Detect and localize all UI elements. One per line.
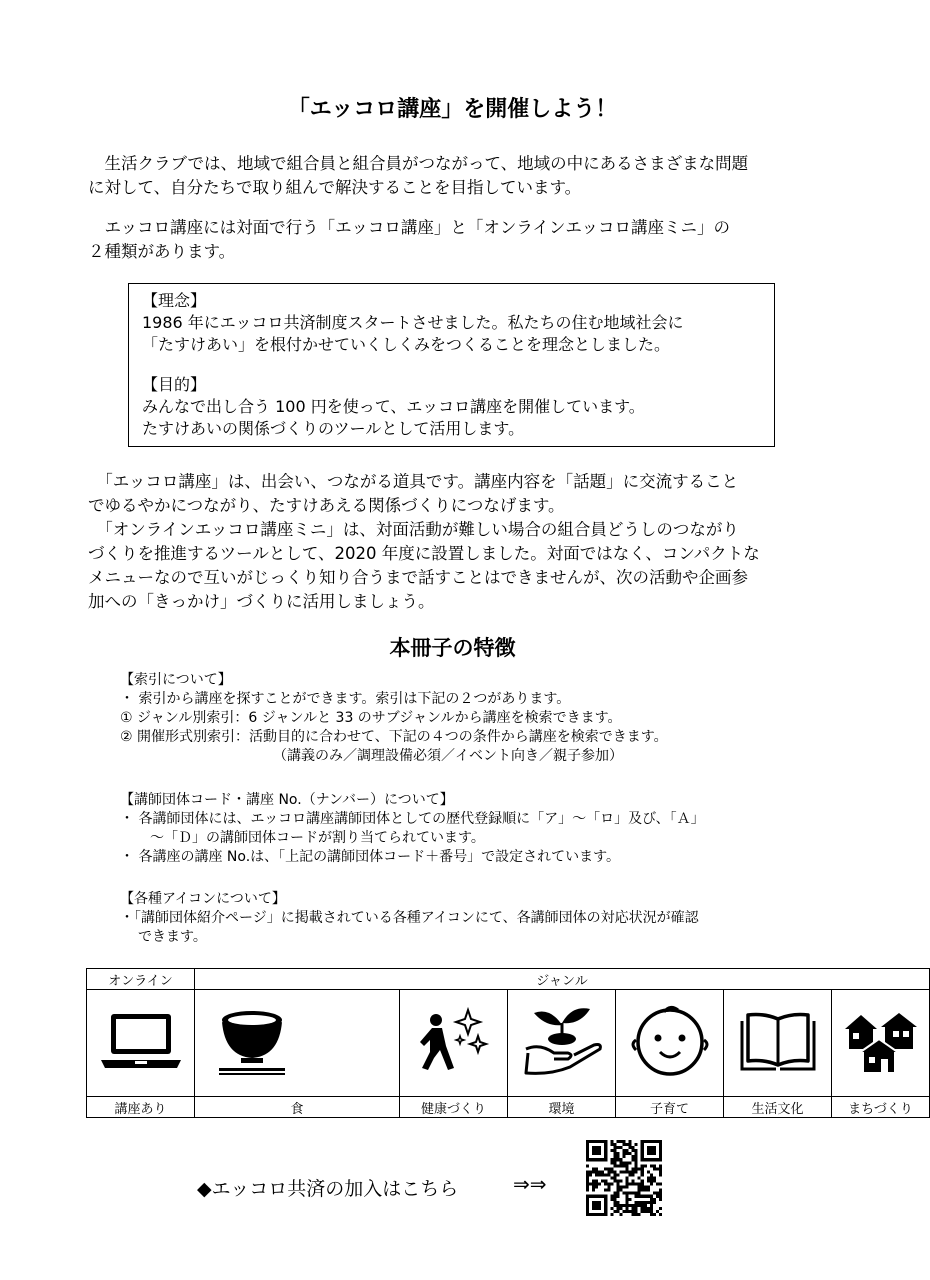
qr-code-icon[interactable] <box>586 1140 662 1216</box>
icon-label-online: 講座あり <box>87 1097 195 1118</box>
text-line: 加への「きっかけ」づくりに活用しましょう。 <box>88 592 435 611</box>
arrows: ⇒⇒ <box>513 1172 547 1196</box>
text-line: 生活クラブでは、地域で組合員と組合員がつながって、地域の中にあるさまざまな問題 <box>88 154 749 173</box>
join-text: ◆エッコロ共済の加入はこちら <box>197 1178 459 1200</box>
text-line: メニューなので互いがじっくり知り合うまで話すことはできませんが、次の活動や企画参 <box>88 568 748 587</box>
walking-person-icon <box>400 990 508 1097</box>
rinen-heading: 【理念】 <box>142 291 207 310</box>
online-header: オンライン <box>87 969 195 990</box>
page-title: 「エッコロ講座」を開催しよう！ <box>287 97 618 122</box>
open-book-icon <box>724 990 832 1097</box>
features-title: 本冊子の特徴 <box>389 636 516 660</box>
text-line: できます。 <box>138 929 207 945</box>
icon-table <box>86 968 930 1118</box>
icon-label-culture: 生活文化 <box>724 1097 832 1118</box>
genre-header: ジャンル <box>195 969 930 990</box>
text-line: ２種類があります。 <box>88 242 236 261</box>
code-heading: 【講師団体コード・講座 No.（ナンバー）について】 <box>120 792 454 808</box>
mokuteki-heading: 【目的】 <box>142 375 207 394</box>
text-line: ・ 各講座の講座 No.は、「上記の講師団体コード＋番号」で設定されています。 <box>120 849 621 865</box>
intro-paragraph-2 <box>88 216 828 264</box>
houses-icon <box>832 990 930 1097</box>
text-line: 「エッコロ講座」は、出会い、つながる道具です。講座内容を「話題」に交流すること <box>88 472 739 491</box>
baby-face-icon <box>616 990 724 1097</box>
code-section <box>120 791 820 867</box>
text-line: エッコロ講座には対面で行う「エッコロ講座」と「オンラインエッコロ講座ミニ」の <box>88 218 731 237</box>
text-line: ① ジャンル別索引：6 ジャンルと 33 のサブジャンルから講座を検索できます。 <box>120 710 622 726</box>
text-line: ② 開催形式別索引：活動目的に合わせて、下記の４つの条件から講座を検索できます。 <box>120 729 668 745</box>
text-line: （講義のみ／調理設備必須／イベント向き／親子参加） <box>273 748 623 764</box>
icons-note-section <box>120 890 820 947</box>
text-line: でゆるやかにつながり、たすけあえる関係づくりにつなげます。 <box>88 496 565 515</box>
intro-paragraph-1 <box>88 152 828 200</box>
icon-label-childcare: 子育て <box>616 1097 724 1118</box>
text-line: ～「Ｄ」の講師団体コードが割り当てられています。 <box>150 830 485 846</box>
icon-label-food: 食 <box>195 1097 400 1118</box>
text-line: に対して、自分たちで取り組んで解決することを目指しています。 <box>88 178 582 197</box>
text-line: づくりを推進するツールとして、2020 年度に設置しました。対面ではなく、コンパクトな <box>88 544 760 563</box>
text-line: みんなで出し合う 100 円を使って、エッコロ講座を開催しています。 <box>142 397 645 416</box>
plant-in-hand-icon <box>508 990 616 1097</box>
body-paragraph <box>88 470 828 614</box>
index-heading: 【索引について】 <box>120 672 232 688</box>
text-line: 「たすけあい」を根付かせていくしくみをつくることを理念としました。 <box>142 335 671 354</box>
text-line: たすけあいの関係づくりのツールとして活用します。 <box>142 419 525 438</box>
text-line: ・「講師団体紹介ページ」に掲載されている各種アイコンにて、各講師団体の対応状況が確認 <box>120 910 699 926</box>
text-line: 1986 年にエッコロ共済制度スタートさせました。私たちの住む地域社会に <box>142 313 684 332</box>
icon-label-environment: 環境 <box>508 1097 616 1118</box>
icon-label-community: まちづくり <box>832 1097 930 1118</box>
index-section <box>120 671 820 766</box>
rice-bowl-icon <box>195 990 400 1097</box>
text-line: 「オンラインエッコロ講座ミニ」は、対面活動が難しい場合の組合員どうしのつながり <box>88 520 739 539</box>
icon-label-health: 健康づくり <box>400 1097 508 1118</box>
text-line: ・ 各講師団体には、エッコロ講座講師団体としての歴代登録順に「ア」～「ロ」及び、「Ａ」 <box>120 811 705 827</box>
laptop-icon <box>87 990 195 1097</box>
icons-note-heading: 【各種アイコンについて】 <box>120 891 286 907</box>
philosophy-text <box>142 290 767 440</box>
text-line: ・ 索引から講座を探すことができます。索引は下記の２つがあります。 <box>120 691 571 707</box>
